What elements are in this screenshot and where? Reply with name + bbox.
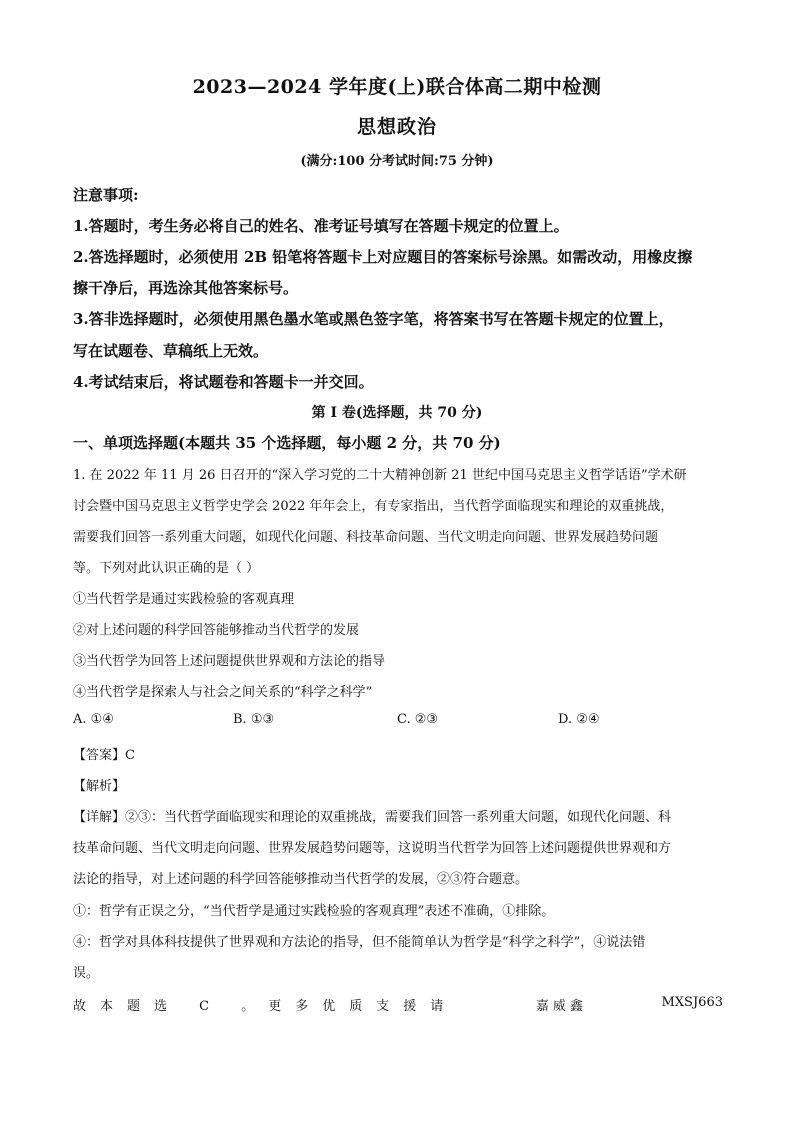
conclusion-mid: 嘉 威 鑫 [535,999,583,1014]
question-1-statement-2: ②对上述问题的科学回答能够推动当代哲学的发展 [73,623,360,638]
answer-label: 【答案】 [73,748,126,763]
question-1-stem-line-1: 1. 在 2022 年 11 月 26 日召开的“深入学习党的二十大精神创新 21 世纪中国马克思主义哲学话语”学术研 [73,468,687,483]
question-1-statement-4: ④当代哲学是探索人与社会之间关系的“科学之科学” [73,685,373,700]
question-1-statement-1: ①当代哲学是通过实践检验的客观真理 [73,592,295,607]
conclusion-left: 故本题选 C 。更多优质支援请 [73,999,458,1014]
answer-value: C [125,748,135,763]
question-1-stem-line-4: 等。下列对此认识正确的是（ ） [73,561,260,576]
conclusion-right: MXSJ663 [661,995,723,1010]
subject-title: 思想政治 [356,116,437,138]
note-item-2-line-1: 2.答选择题时，必须使用 2B 铅笔将答题卡上对应题目的答案标号涂黑。如需改动，用橡皮擦 [73,248,693,266]
option-b: B. ①③ [233,712,275,727]
option-a: A. ①④ [73,712,114,727]
notes-heading: 注意事项: [73,186,139,204]
section-title: 一、单项选择题(本题共 35 个选择题，每小题 2 分，共 70 分) [73,434,501,452]
note-item-4: 4.考试结束后，将试题卷和答题卡一并交回。 [73,373,374,391]
question-1-stem-line-2: 讨会暨中国马克思主义哲学史学会 2022 年年会上，有专家指出，当代哲学面临现实和理论的双重挑战， [73,499,674,514]
option-c: C. ②③ [397,712,439,727]
part-title: 第 I 卷(选择题，共 70 分) [311,405,483,421]
detail-line-4: ①：哲学有正误之分，“当代哲学是通过实践检验的客观真理”表述不准确，①排除。 [73,904,555,919]
option-d: D. ②④ [558,712,600,727]
exam-info: (满分:100 分考试时间:75 分钟) [300,154,494,169]
exam-title: 2023—2024 学年度(上)联合体高二期中检测 [192,76,602,98]
answer-line [73,744,135,763]
note-item-2-line-2: 擦干净后，再选涂其他答案标号。 [73,279,299,297]
conclusion-line [73,995,723,1014]
detail-label: 【详解】 [73,810,126,825]
detail-line-5: ④：哲学对具体科技提供了世界观和方法论的指导，但不能简单认为哲学是“科学之科学”，④说法错 [73,935,646,950]
detail-line-2: 技革命问题、当代文明走向问题、世界发展趋势问题等，这说明当代哲学为回答上述问题提供世界观和方 [73,841,672,856]
note-item-3-line-1: 3.答非选择题时，必须使用黑色墨水笔或黑色签字笔，将答案书写在答题卡规定的位置上， [73,310,674,328]
question-1-stem-line-3: 需要我们回答一系列重大问题，如现代化问题、科技革命问题、当代文明走向问题、世界发展趋势问题 [73,530,659,545]
note-item-1: 1.答题时，考生务必将自己的姓名、准考证号填写在答题卡规定的位置上。 [73,217,569,235]
question-1-statement-3: ③当代哲学为回答上述问题提供世界观和方法论的指导 [73,654,386,669]
note-item-3-line-2: 写在试题卷、草稿纸上无效。 [73,342,269,360]
detail-line-6: 误。 [73,966,100,981]
analysis-label: 【解析】 [73,779,126,794]
detail-text-1: ②③：当代哲学面临现实和理论的双重挑战，需要我们回答一系列重大问题，如现代化问题、科 [125,810,672,825]
detail-line-1 [73,806,671,825]
detail-line-3: 法论的指导，对上述问题的科学回答能够推动当代哲学的发展，②③符合题意。 [73,872,529,887]
